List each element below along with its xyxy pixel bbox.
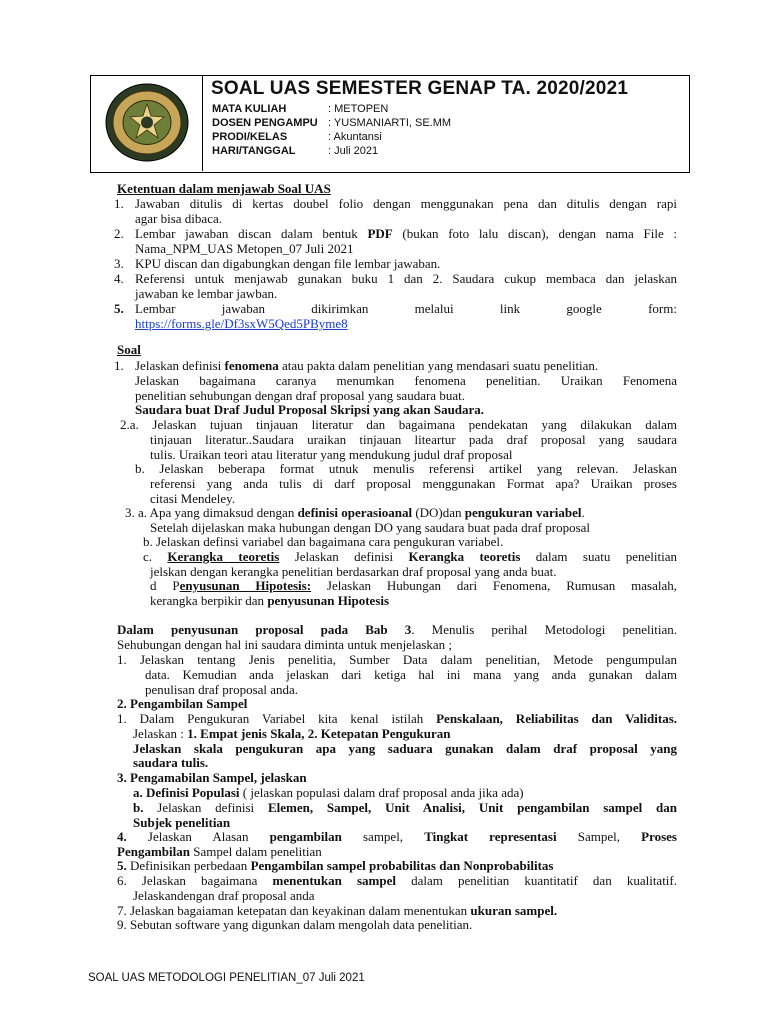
question-text: tinjauan literatur..Saudara uraikan tinjauan liteartur pada draf proposal yang saudara xyxy=(150,432,677,447)
question-text: Saudara buat Draf Judul Proposal Skripsi yang akan Saudara. xyxy=(135,402,485,417)
rule-text: jawaban ke lembar jawban. xyxy=(135,286,278,301)
rule-text: Nama_NPM_UAS Metopen_07 Juli 2021 xyxy=(135,241,354,256)
meta-value: : YUSMANIARTI, SE.MM xyxy=(328,117,452,129)
bab3-item: 7. Jelaskan bagaiaman ketepatan dan keyakinan dalam menentukan ukuran sampel. xyxy=(117,903,558,918)
university-logo xyxy=(104,82,190,163)
rule-text: KPU discan dan digabungkan dengan file lembar jawaban. xyxy=(135,256,441,271)
question-text: jelskan dengan kerangka penelitian berdasarkan draf proposal yang anda buat. xyxy=(150,564,557,579)
bab3-item: 1. Dalam Pengukuran Variabel kita kenal istilah Penskalaan, Reliabilitas dan Validitas. xyxy=(117,711,678,726)
question-text: 2.a. Jelaskan tujuan tinjauan literatur dan bagaimana pendekatan yang dilakukan dalam xyxy=(120,417,677,432)
document-title: SOAL UAS SEMESTER GENAP TA. 2020/2021 xyxy=(211,78,629,99)
bab3-item: data. Kemudian anda jelaskan dari ketiga hal ini mana yang anda gunakan dalam xyxy=(145,667,677,682)
rules-heading: Ketentuan dalam menjawab Soal UAS xyxy=(117,181,331,196)
rule-number: 3. xyxy=(114,256,124,271)
rule-number: 1. xyxy=(114,196,124,211)
bab3-item: 4. Jelaskan Alasan pengambilan sampel, Tingkat representasi Sampel, Proses xyxy=(117,829,677,844)
bab3-item: 1. Jelaskan tentang Jenis penelitia, Sumber Data dalam penelitian, Metode pengumpulan xyxy=(117,652,677,667)
bab3-item: Subjek penelitian xyxy=(133,815,231,830)
page-footer: SOAL UAS METODOLOGI PENELITIAN_07 Juli 2021 xyxy=(88,972,365,984)
question-text: citasi Mendeley. xyxy=(150,491,236,506)
question-text: Jelaskan bagaimana caranya menumkan fenomena penelitian. Uraikan Fenomena xyxy=(135,373,677,388)
question-text: referensi yang anda tulis di darf proposal menggunakan Format apa? Uraikan proses xyxy=(150,476,677,491)
bab3-item: Jelaskan skala pengukuran apa yang saduara gunakan dalam draf proposal yang xyxy=(133,741,677,756)
question-text: penelitian sehubungan dengan draf proposal yang saudara buat. xyxy=(135,388,465,403)
bab3-intro: Sehubungan dengan hal ini saudara diminta untuk menjelaskan ; xyxy=(117,637,453,652)
bab3-item: Jelaskandengan draf proposal anda xyxy=(133,888,315,903)
meta-value: : Juli 2021 xyxy=(328,145,379,157)
google-form-link[interactable]: https://forms.gle/Df3sxW5Qed5PByme8 xyxy=(135,316,348,331)
question-text: b. Jelaskan beberapa format utnuk menulis referensi artikel yang relevan. Jelaskan xyxy=(135,461,677,476)
bab3-item: Pengambilan Sampel dalam penelitian xyxy=(117,844,322,859)
question-text: tulis. Uraikan teori atau literatur yang mendukung judul draf proposal xyxy=(150,447,513,462)
meta-value: : METOPEN xyxy=(328,103,389,115)
bab3-item: 6. Jelaskan bagaimana menentukan sampel dalam penelitian kuantitatif dan kualitatif. xyxy=(117,873,677,888)
question-text: 3. a. Apa yang dimaksud dengan definisi operasioanal (DO)dan pengukuran variabel. xyxy=(125,505,585,520)
bab3-item: penulisan draf proposal anda. xyxy=(145,682,299,697)
question-text: kerangka berpikir dan penyusunan Hipotesis xyxy=(150,593,390,608)
rule-text: Jawaban ditulis di kertas doubel folio dengan menggunakan pena dan ditulis dengan rapi xyxy=(135,196,677,211)
question-text: Jelaskan definisi fenomena atau pakta dalam penelitian yang mendasari suatu penelitian. xyxy=(135,358,599,373)
bab3-item: 2. Pengambilan Sampel xyxy=(117,696,248,711)
soal-heading: Soal xyxy=(117,342,141,357)
logo-cell xyxy=(90,75,203,171)
rule-number: 2. xyxy=(114,226,124,241)
meta-key: MATA KULIAH xyxy=(212,103,287,115)
meta-key: HARI/TANGGAL xyxy=(212,145,296,157)
meta-key: PRODI/KELAS xyxy=(212,131,288,143)
rule-text: Referensi untuk menjawab gunakan buku 1 dan 2. Saudara cukup membaca dan jelaskan xyxy=(135,271,677,286)
bab3-intro: Dalam penyusunan proposal pada Bab 3. Menulis perihal Metodologi penelitian. xyxy=(117,622,677,637)
bab3-item: Jelaskan : 1. Empat jenis Skala, 2. Ketepatan Pengukuran xyxy=(133,726,451,741)
bab3-item: b. Jelaskan definisi Elemen, Sampel, Unit Analisi, Unit pengambilan sampel dan xyxy=(133,800,677,815)
question-text: Setelah dijelaskan maka hubungan dengan DO yang saudara buat pada draf proposal xyxy=(150,520,591,535)
bab3-item: 9. Sebutan software yang digunkan dalam mengolah data penelitian. xyxy=(117,917,473,932)
bab3-item: saudara tulis. xyxy=(133,755,209,770)
rule-number: 4. xyxy=(114,271,124,286)
question-number: 1. xyxy=(114,358,124,373)
question-text: b. Jelaskan definsi variabel dan bagaimana cara pengukuran variabel. xyxy=(143,534,504,549)
bab3-item: 3. Pengamabilan Sampel, jelaskan xyxy=(117,770,307,785)
bab3-item: 5. Definisikan perbedaan Pengambilan sampel probabilitas dan Nonprobabilitas xyxy=(117,858,554,873)
meta-key: DOSEN PENGAMPU xyxy=(212,117,318,129)
question-text: c. Kerangka teoretis Jelaskan definisi Kerangka teoretis dalam suatu penelitian xyxy=(143,549,677,564)
rule-text: agar bisa dibaca. xyxy=(135,211,222,226)
rule-text: Lembar jawaban discan dalam bentuk PDF (bukan foto lalu discan), dengan nama File : xyxy=(135,226,677,241)
rule-text: Lembar jawaban dikirimkan melalui link google form: xyxy=(135,301,677,316)
question-text: d Penyusunan Hipotesis: Jelaskan Hubungan dari Fenomena, Rumusan masalah, xyxy=(150,578,678,593)
meta-value: : Akuntansi xyxy=(328,131,382,143)
bab3-item: a. Definisi Populasi ( jelaskan populasi dalam draf proposal anda jika ada) xyxy=(133,785,524,800)
rule-number: 5. xyxy=(114,301,124,316)
